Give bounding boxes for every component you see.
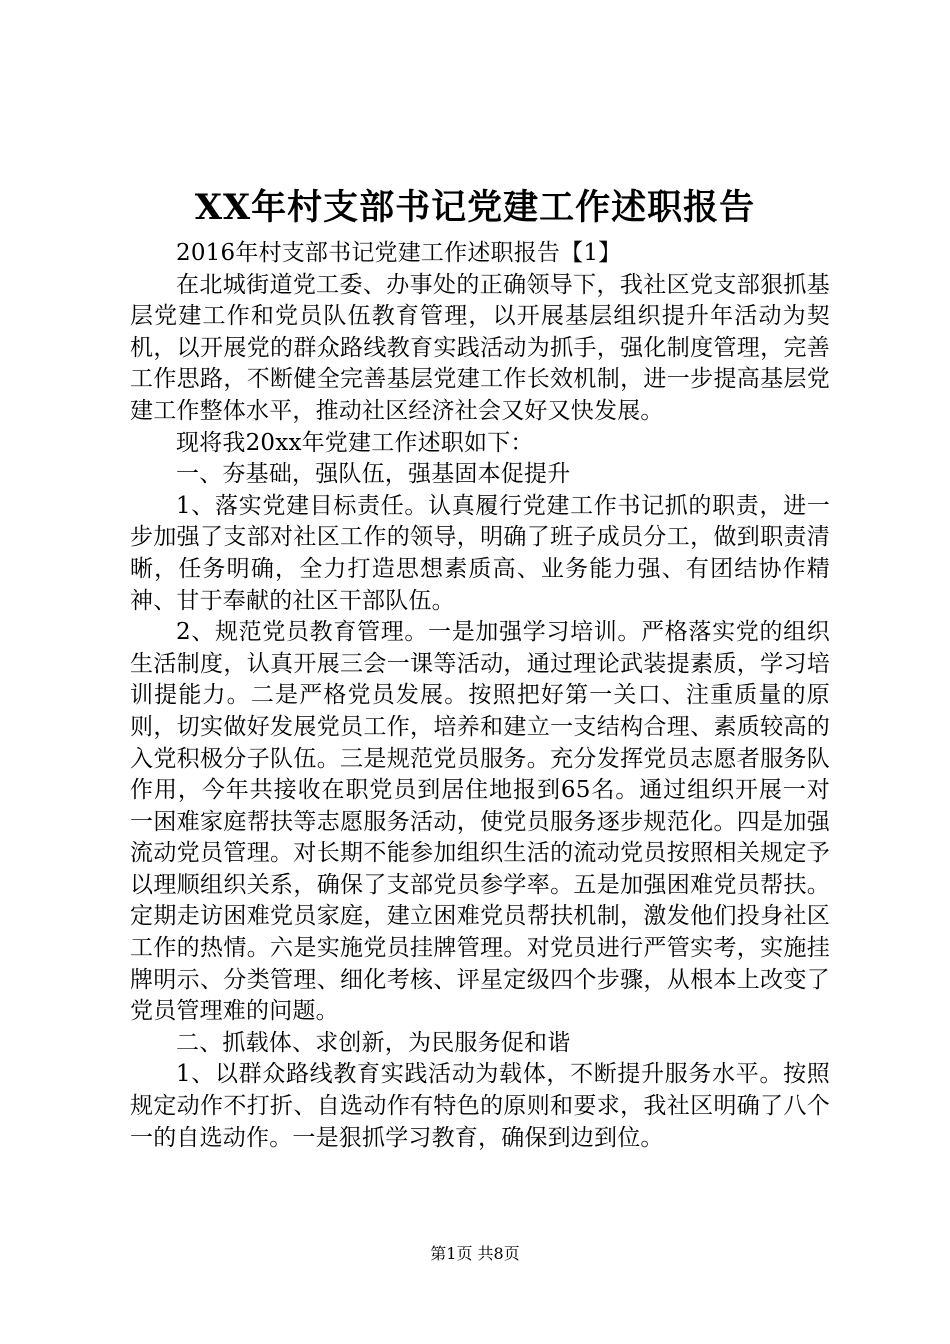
page-number: 第1页 共8页 [430,1244,520,1263]
paragraph-lead: 现将我20xx年党建工作述职如下： [176,429,534,456]
document-body [130,238,830,1154]
paragraph-item-1: 1、落实党建目标责任。认真履行党建工作书记抓的职责，进一步加强了支部对社区工作的领导，明确了班子成员分工，做到职责清晰，任务明确，全力打造思想素质高、业务能力强、有团结协作精神、甘于奉献的社区干部队伍。 [130,492,830,614]
section-heading-2: 二、抓载体、求创新，为民服务促和谐 [176,1029,571,1056]
paragraph-intro: 在北城街道党工委、办事处的正确领导下，我社区党支部狠抓基层党建工作和党员队伍教育管理，以开展基层组织提升年活动为契机，以开展党的群众路线教育实践活动为抓手，强化制度管理，完善工作思路，不断健全完善基层党建工作长效机制，进一步提高基层党建工作整体水平，推动社区经济社会又好又快发展。 [130,271,830,424]
paragraph-subtitle: 2016年村支部书记党建工作述职报告【1】 [176,240,622,266]
paragraph-item-3: 1、以群众路线教育实践活动为载体，不断提升服务水平。按照规定动作不打折、自选动作有特色的原则和要求，我社区明确了八个一的自选动作。一是狠抓学习教育，确保到边到位。 [130,1061,830,1151]
section-heading-1: 一、夯基础，强队伍，强基固本促提升 [176,461,571,488]
document-title: XX年村支部书记党建工作述职报告 [194,187,756,228]
paragraph-item-2: 2、规范党员教育管理。一是加强学习培训。严格落实党的组织生活制度，认真开展三会一课等活动，通过理论武装提素质，学习培训提能力。二是严格党员发展。按照把好第一关口、注重质量的原则，切实做好发展党员工作，培养和建立一支结构合理、素质较高的入党积极分子队伍。三是规范党员服务。充分发挥党员志愿者服务队作用，今年共接收在职党员到居住地报到65名。通过组织开展一对一困难家庭帮扶等志愿服务活动，使党员服务逐步规范化。四是加强流动党员管理。对长期不能参加组织生活的流动党员按照相关规定予以理顺组织关系，确保了支部党员参学率。五是加强困难党员帮扶。定期走访困难党员家庭，建立困难党员帮扶机制，激发他们投身社区工作的热情。六是实施党员挂牌管理。对党员进行严管实考，实施挂牌明示、分类管理、细化考核、评星定级四个步骤，从根本上改变了党员管理难的问题。 [130,619,830,1025]
